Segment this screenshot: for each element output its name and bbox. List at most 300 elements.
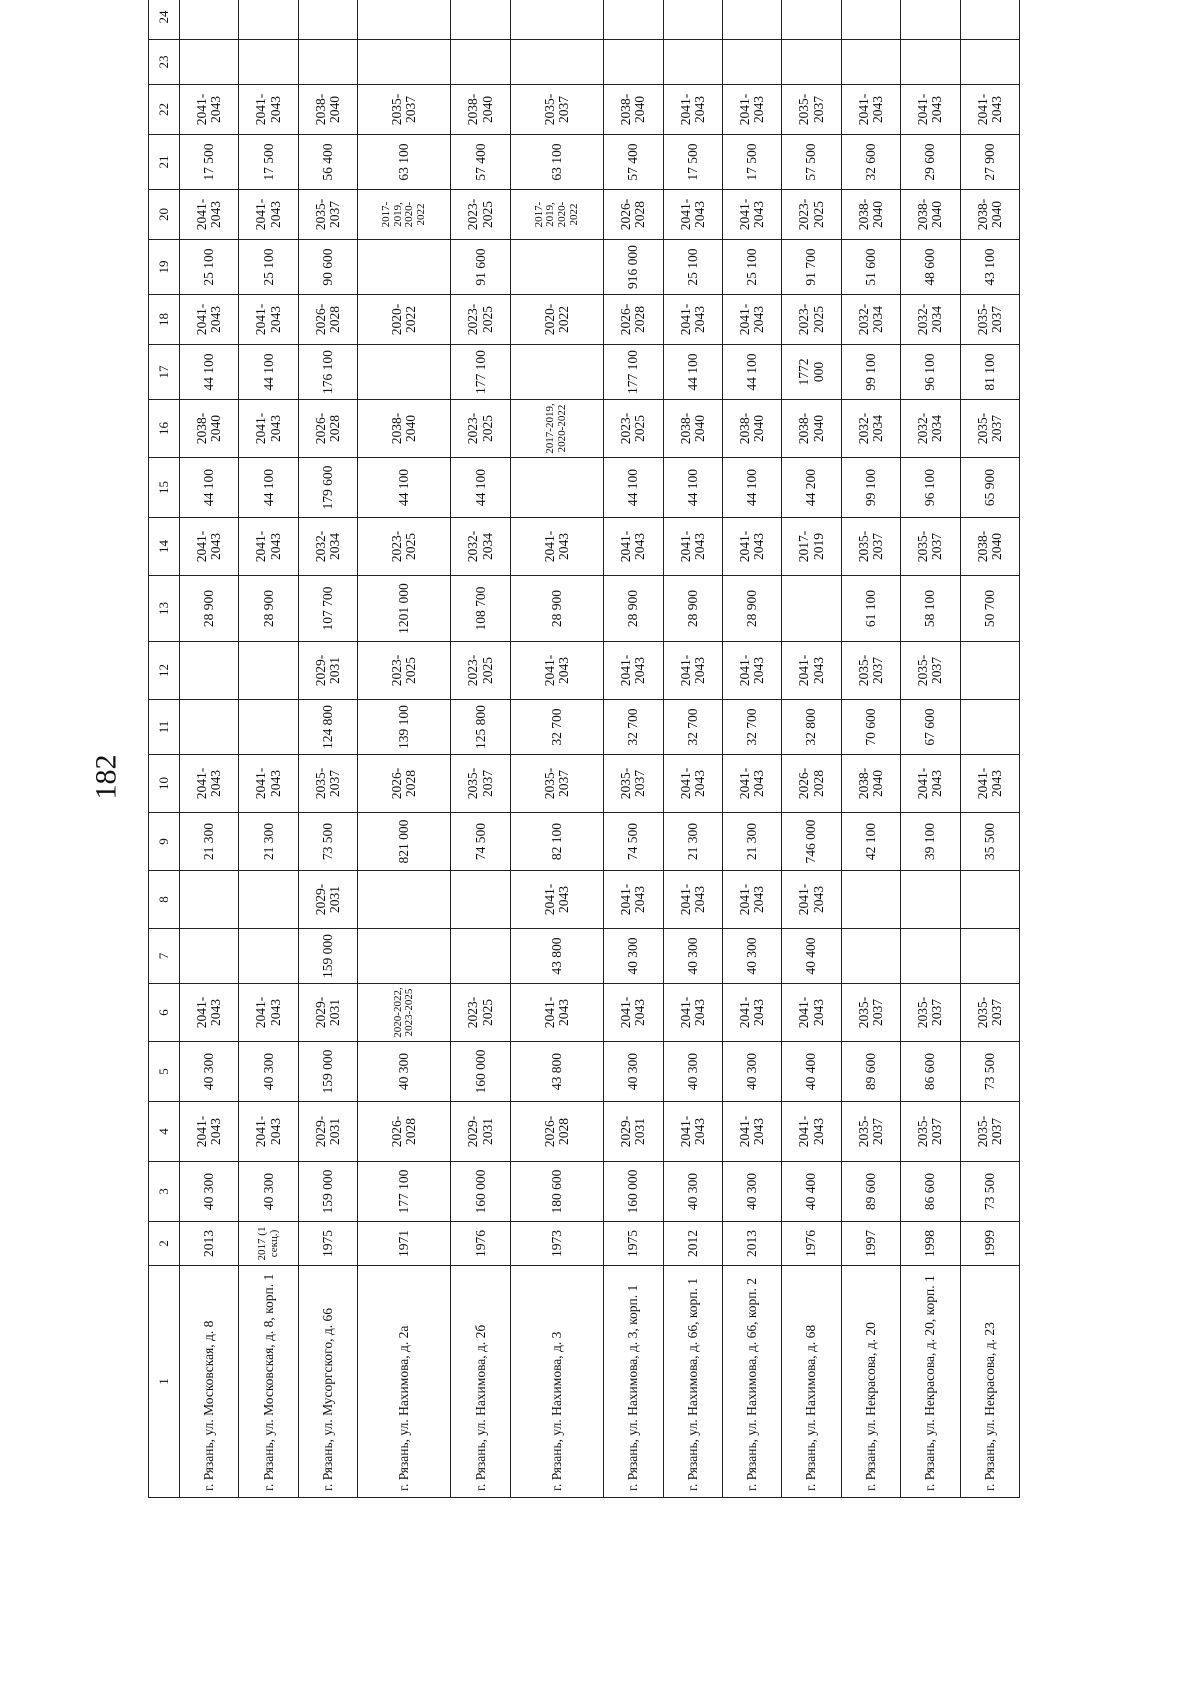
table-cell [298,40,357,85]
table-cell: 2023-2025 [358,518,451,576]
table-cell: 177 100 [604,345,663,400]
table-cell: 2035-2037 [782,85,841,135]
table-cell: 25 100 [722,240,781,295]
table-row [358,0,451,1498]
table-cell: 44 100 [239,345,298,400]
table-cell: 2041-2043 [239,1102,298,1162]
table-cell: 1976 [451,1222,510,1266]
table-cell: 2026-2028 [782,755,841,813]
table-cell: 2041-2043 [180,1102,239,1162]
table-cell: 43 100 [960,240,1019,295]
table-cell: 40 300 [722,1162,781,1222]
table-cell: 176 100 [298,345,357,400]
table-cell: 44 100 [663,458,722,518]
table-row [510,0,603,1498]
table-cell [239,871,298,929]
table-cell: 2029-2031 [298,642,357,700]
table-cell [901,871,960,929]
table-cell: 51 600 [841,240,900,295]
table-row [841,0,900,1498]
table-cell: 2038-2040 [841,755,900,813]
table-cell: 25 100 [663,240,722,295]
table-cell: 2038-2040 [960,190,1019,240]
table-cell: 2041-2043 [722,518,781,576]
table-cell [901,929,960,984]
table-cell: 73 500 [960,1162,1019,1222]
table-cell [180,40,239,85]
table-cell: 44 100 [663,345,722,400]
column-number: 18 [149,295,180,345]
table-cell: 2032-2034 [841,295,900,345]
table-cell [358,0,451,40]
table-row [604,0,663,1498]
table-cell [510,0,603,40]
table-cell: 40 300 [722,929,781,984]
table-cell: 139 100 [358,700,451,755]
table-cell: 50 700 [960,576,1019,642]
table-cell: 2029-2031 [298,871,357,929]
table-cell: 44 100 [451,458,510,518]
table-cell: 89 600 [841,1162,900,1222]
table-cell: 17 500 [663,135,722,190]
address-cell: г. Рязань, ул. Нахимова, д. 66, корп. 1 [663,1266,722,1498]
table-cell: 2035-2037 [358,85,451,135]
table-cell [358,240,451,295]
table-cell: 2035-2037 [841,642,900,700]
table-cell: 40 300 [663,929,722,984]
table-cell: 40 300 [604,1042,663,1102]
column-number: 15 [149,458,180,518]
table-cell [960,0,1019,40]
table-cell: 40 300 [180,1162,239,1222]
table-cell: 40 400 [782,1042,841,1102]
table-row [663,0,722,1498]
column-number: 13 [149,576,180,642]
table-cell: 17 500 [722,135,781,190]
table-cell [180,0,239,40]
column-number: 21 [149,135,180,190]
capital-repair-table [148,0,1020,1498]
table-row [901,0,960,1498]
table-cell: 1976 [782,1222,841,1266]
table-cell: 44 200 [782,458,841,518]
table-cell: 27 900 [960,135,1019,190]
table-cell: 90 600 [298,240,357,295]
table-cell: 2012 [663,1222,722,1266]
table-cell: 2041-2043 [722,871,781,929]
table-cell: 1971 [358,1222,451,1266]
table-row [722,0,781,1498]
table-cell [960,40,1019,85]
table-cell: 32 700 [510,700,603,755]
table-cell: 63 100 [510,135,603,190]
table-cell: 21 300 [180,813,239,871]
table-cell [960,642,1019,700]
table-cell: 2038-2040 [901,190,960,240]
column-number: 6 [149,984,180,1042]
table-cell: 56 400 [298,135,357,190]
table-cell: 2038-2040 [358,400,451,458]
address-cell: г. Рязань, ул. Московская, д. 8, корп. 1 [239,1266,298,1498]
table-cell: 28 900 [510,576,603,642]
table-cell: 2023-2025 [451,190,510,240]
column-number: 16 [149,400,180,458]
table-cell [841,0,900,40]
table-cell: 40 300 [722,1042,781,1102]
table-cell [841,40,900,85]
table-cell: 2038-2040 [960,518,1019,576]
table-cell: 2038-2040 [604,85,663,135]
address-cell: г. Рязань, ул. Некрасова, д. 23 [960,1266,1019,1498]
table-cell [841,929,900,984]
table-cell: 1973 [510,1222,603,1266]
table-cell: 2035-2037 [451,755,510,813]
table-cell: 17 500 [180,135,239,190]
table-cell: 2041-2043 [180,755,239,813]
table-cell: 177 100 [451,345,510,400]
table-cell: 2041-2043 [722,295,781,345]
table-cell [358,345,451,400]
table-cell: 2023-2025 [358,642,451,700]
table-cell: 2029-2031 [298,984,357,1042]
table-cell: 2017-2019 [782,518,841,576]
table-cell: 81 100 [960,345,1019,400]
table-cell: 2029-2031 [298,1102,357,1162]
table-cell: 2041-2043 [604,518,663,576]
table-cell: 32 700 [663,700,722,755]
table-cell [901,0,960,40]
table-cell: 2041-2043 [604,642,663,700]
table-cell: 57 400 [604,135,663,190]
table-cell [239,40,298,85]
table-cell [180,700,239,755]
table-cell: 2041-2043 [663,755,722,813]
table-cell: 2041-2043 [510,984,603,1042]
table-cell: 160 000 [451,1042,510,1102]
table-cell: 2029-2031 [451,1102,510,1162]
table-cell: 2017-2019, 2020-2022 [358,190,451,240]
table-cell: 2032-2034 [298,518,357,576]
table-cell: 2023-2025 [782,190,841,240]
table-cell: 74 500 [604,813,663,871]
table-cell: 2041-2043 [239,85,298,135]
address-cell: г. Рязань, ул. Нахимова, д. 3, корп. 1 [604,1266,663,1498]
table-cell: 40 300 [180,1042,239,1102]
table-cell: 2041-2043 [782,984,841,1042]
table-cell: 44 100 [180,458,239,518]
address-cell: г. Рязань, ул. Нахимова, д. 2а [358,1266,451,1498]
table-cell: 2023-2025 [451,400,510,458]
column-number: 24 [149,0,180,40]
table-cell: 177 100 [358,1162,451,1222]
table-cell: 2017-2019, 2020-2022 [510,400,603,458]
table-cell: 160 000 [451,1162,510,1222]
column-number: 12 [149,642,180,700]
table-cell: 86 600 [901,1162,960,1222]
table-cell: 2041-2043 [722,190,781,240]
table-cell: 180 600 [510,1162,603,1222]
table-cell: 25 100 [180,240,239,295]
column-number: 17 [149,345,180,400]
table-cell [604,40,663,85]
table-row [239,0,298,1498]
table-cell: 65 900 [960,458,1019,518]
table-cell: 2041-2043 [663,642,722,700]
table-cell: 2035-2037 [841,518,900,576]
table-cell: 108 700 [451,576,510,642]
table-row [451,0,510,1498]
header-row [149,0,180,1498]
column-number: 23 [149,40,180,85]
table-cell: 159 000 [298,1042,357,1102]
table-cell: 2041-2043 [901,755,960,813]
table-cell: 40 300 [663,1162,722,1222]
table-cell: 29 600 [901,135,960,190]
table-cell: 1772 000 [782,345,841,400]
table-cell: 1998 [901,1222,960,1266]
table-cell: 2026-2028 [298,295,357,345]
table-cell: 2023-2025 [451,295,510,345]
table-cell: 2041-2043 [604,984,663,1042]
table-cell [451,871,510,929]
table-row [298,0,357,1498]
table-cell: 44 100 [358,458,451,518]
table-cell: 40 400 [782,1162,841,1222]
table-cell: 43 800 [510,929,603,984]
table-cell: 2038-2040 [451,85,510,135]
table-cell: 2038-2040 [782,400,841,458]
table-cell: 2041-2043 [239,190,298,240]
table-cell: 28 900 [663,576,722,642]
address-cell: г. Рязань, ул. Некрасова, д. 20, корп. 1 [901,1266,960,1498]
table-cell: 44 100 [239,458,298,518]
table-cell: 2041-2043 [239,755,298,813]
table-cell: 86 600 [901,1042,960,1102]
column-number: 4 [149,1102,180,1162]
table-cell: 1975 [604,1222,663,1266]
table-cell: 2026-2028 [510,1102,603,1162]
address-cell: г. Рязань, ул. Некрасова, д. 20 [841,1266,900,1498]
table-cell: 2041-2043 [782,871,841,929]
table-cell: 2038-2040 [841,190,900,240]
table-cell [451,929,510,984]
table-cell [841,871,900,929]
table-cell: 89 600 [841,1042,900,1102]
table-cell: 2023-2025 [451,984,510,1042]
table-cell: 2041-2043 [239,400,298,458]
table-cell: 2032-2034 [451,518,510,576]
table-cell: 32 600 [841,135,900,190]
table-cell: 2035-2037 [298,190,357,240]
table-cell: 2041-2043 [180,85,239,135]
table-row [180,0,239,1498]
table-cell [239,929,298,984]
column-number: 14 [149,518,180,576]
address-cell: г. Рязань, ул. Московская, д. 8 [180,1266,239,1498]
column-number: 8 [149,871,180,929]
table-cell: 42 100 [841,813,900,871]
table-cell: 21 300 [239,813,298,871]
table-cell: 1997 [841,1222,900,1266]
table-cell [358,40,451,85]
table-cell: 2041-2043 [239,984,298,1042]
table-cell: 2041-2043 [663,295,722,345]
table-cell: 125 800 [451,700,510,755]
table-cell: 40 400 [782,929,841,984]
table-cell: 2041-2043 [841,85,900,135]
table-cell: 2035-2037 [960,400,1019,458]
table-row [782,0,841,1498]
table-cell: 40 300 [239,1042,298,1102]
table-cell: 2020-2022, 2023-2025 [358,984,451,1042]
table-cell: 2026-2028 [358,755,451,813]
table-cell: 2038-2040 [298,85,357,135]
table-cell: 2026-2028 [604,190,663,240]
table-cell: 2032-2034 [841,400,900,458]
address-cell: г. Рязань, ул. Нахимова, д. 3 [510,1266,603,1498]
column-number: 7 [149,929,180,984]
table-cell [358,929,451,984]
table-cell: 2041-2043 [722,984,781,1042]
table-cell: 2041-2043 [663,190,722,240]
table-cell: 2020-2022 [510,295,603,345]
table-cell: 40 300 [239,1162,298,1222]
address-cell: г. Рязань, ул. Нахимова, д. 66, корп. 2 [722,1266,781,1498]
table-cell: 21 300 [663,813,722,871]
table-cell [298,0,357,40]
table-cell: 2029-2031 [604,1102,663,1162]
table-cell: 74 500 [451,813,510,871]
table-cell: 2041-2043 [901,85,960,135]
table-cell: 2035-2037 [510,755,603,813]
table-cell: 2041-2043 [722,1102,781,1162]
table-cell: 179 600 [298,458,357,518]
table-cell: 1999 [960,1222,1019,1266]
table-cell: 2041-2043 [663,1102,722,1162]
table-cell: 2023-2025 [782,295,841,345]
table-cell: 17 500 [239,135,298,190]
table-cell: 2041-2043 [239,295,298,345]
table-cell: 2041-2043 [510,871,603,929]
table-cell: 2041-2043 [510,518,603,576]
table-cell: 73 500 [298,813,357,871]
table-cell [782,0,841,40]
table-cell [663,40,722,85]
table-cell: 44 100 [722,458,781,518]
table-cell: 2041-2043 [960,755,1019,813]
table-cell: 1975 [298,1222,357,1266]
table-cell [510,40,603,85]
table-cell: 28 900 [239,576,298,642]
table-cell: 2035-2037 [901,642,960,700]
table-cell: 32 800 [782,700,841,755]
table-cell [722,40,781,85]
table-cell: 63 100 [358,135,451,190]
table-cell: 2035-2037 [960,295,1019,345]
table-cell: 2041-2043 [663,871,722,929]
table-cell: 40 300 [663,1042,722,1102]
table-cell: 44 100 [180,345,239,400]
table-cell: 58 100 [901,576,960,642]
table-row [960,0,1019,1498]
column-number: 1 [149,1266,180,1498]
table-cell: 32 700 [604,700,663,755]
table-cell: 96 100 [901,458,960,518]
table-cell [451,0,510,40]
table-cell: 2035-2037 [298,755,357,813]
table-cell: 99 100 [841,458,900,518]
table-cell: 2038-2040 [663,400,722,458]
table-cell [960,929,1019,984]
address-cell: г. Рязань, ул. Нахимова, д. 2б [451,1266,510,1498]
column-number: 22 [149,85,180,135]
table-cell: 2041-2043 [722,642,781,700]
table-cell: 2038-2040 [722,400,781,458]
table-cell: 2035-2037 [841,1102,900,1162]
table-cell [510,345,603,400]
table-cell: 2041-2043 [663,984,722,1042]
address-cell: г. Рязань, ул. Нахимова, д. 68 [782,1266,841,1498]
column-number: 19 [149,240,180,295]
column-number: 2 [149,1222,180,1266]
table-cell [239,642,298,700]
table-cell: 2013 [722,1222,781,1266]
table-cell [782,576,841,642]
table-cell: 57 400 [451,135,510,190]
table-cell [960,871,1019,929]
table-cell: 73 500 [960,1042,1019,1102]
table-cell: 2035-2037 [841,984,900,1042]
table-cell: 2035-2037 [604,755,663,813]
table-cell: 2041-2043 [663,85,722,135]
table-cell: 1201 000 [358,576,451,642]
table-cell: 28 900 [722,576,781,642]
table-cell: 28 900 [604,576,663,642]
table-cell: 916 000 [604,240,663,295]
column-number: 10 [149,755,180,813]
table-cell: 28 900 [180,576,239,642]
table-cell: 2041-2043 [782,642,841,700]
table-cell: 91 600 [451,240,510,295]
column-number: 11 [149,700,180,755]
table-cell: 2041-2043 [663,518,722,576]
table-cell [180,929,239,984]
table-cell: 2026-2028 [298,400,357,458]
table-cell: 159 000 [298,929,357,984]
table-cell: 40 300 [358,1042,451,1102]
table-cell: 44 100 [722,345,781,400]
table-rotated-wrapper [148,10,1020,1498]
table-cell: 2041-2043 [782,1102,841,1162]
table-cell: 124 800 [298,700,357,755]
table-cell: 2032-2034 [901,295,960,345]
table-cell [604,0,663,40]
table-cell: 2041-2043 [510,642,603,700]
table-cell: 2020-2022 [358,295,451,345]
table-cell: 159 000 [298,1162,357,1222]
table-cell: 91 700 [782,240,841,295]
table-cell: 25 100 [239,240,298,295]
table-cell: 61 100 [841,576,900,642]
table-cell: 2041-2043 [180,518,239,576]
table-cell: 32 700 [722,700,781,755]
table-cell [451,40,510,85]
table-cell: 44 100 [604,458,663,518]
table-cell: 2035-2037 [960,984,1019,1042]
table-cell: 821 000 [358,813,451,871]
table-cell: 107 700 [298,576,357,642]
table-cell: 2017-2019, 2020-2022 [510,190,603,240]
